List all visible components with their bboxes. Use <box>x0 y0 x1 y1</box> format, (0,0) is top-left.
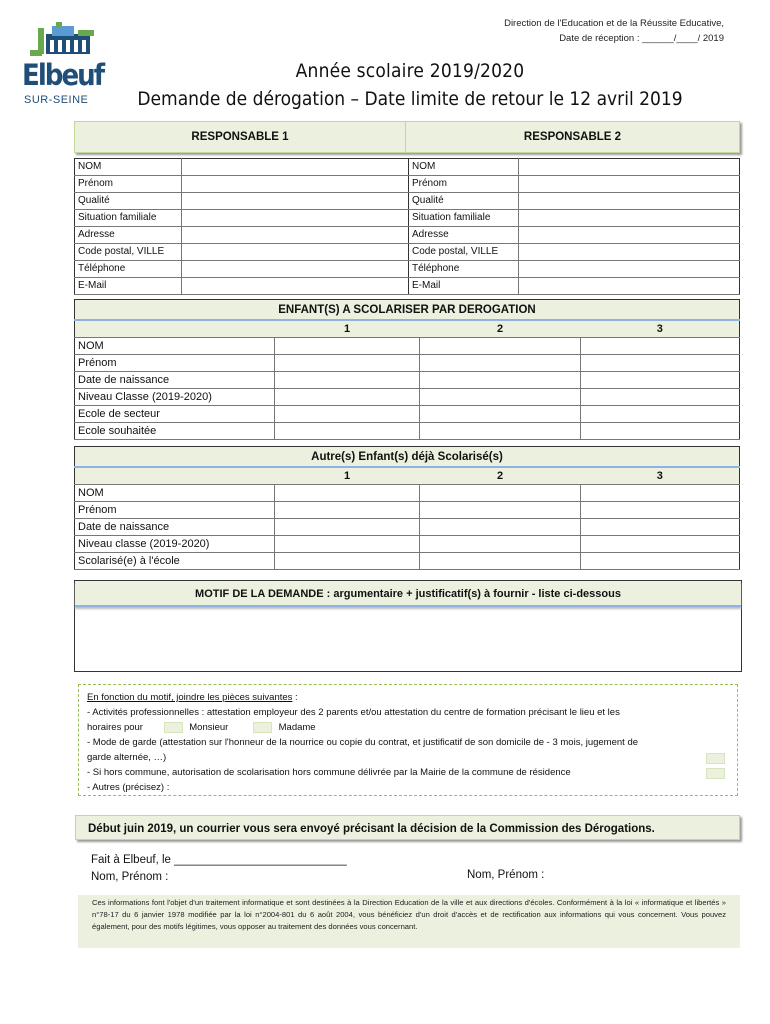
pieces-item-1b: horaires pour <box>87 722 143 733</box>
autre-row <box>75 553 740 570</box>
madame-checkbox[interactable] <box>253 722 272 733</box>
responsable-2-label: Code postal, VILLE <box>409 244 519 261</box>
responsable-2-title: RESPONSABLE 2 <box>523 131 622 143</box>
autre-input-1[interactable] <box>275 502 420 519</box>
responsable-2-label: E-Mail <box>409 278 519 295</box>
enfant-input-1[interactable] <box>275 389 420 406</box>
responsable-1-input[interactable] <box>182 176 409 193</box>
legal-notice: Ces informations font l'objet d'un traitement informatique et sont destinées à la Direction Education de la ville et aux directions d'écoles. Conformément à la loi « informatique et libertés » n°78-17 du 6 janvier 1978 modifiée par la loi n°2004-801 du 6 août 2004, vous bénéficiez d'un droit d'accès et de rectification aux informations qui vous concernent. Vous pouvez également, pour des motifs légitimes, vous opposer au traitement des données vous concernant. <box>78 895 740 948</box>
responsable-1-input[interactable] <box>182 244 409 261</box>
enfant-label: Prénom <box>75 355 275 372</box>
enfant-input-3[interactable] <box>581 406 740 423</box>
enfants-title: ENFANT(S) A SCOLARISER PAR DEROGATION <box>75 300 740 321</box>
responsable-1-label: NOM <box>75 159 182 176</box>
autre-input-1[interactable] <box>275 519 420 536</box>
responsable-2-label: Adresse <box>409 227 519 244</box>
fait-a-line[interactable]: Fait à Elbeuf, le ___________________________ <box>91 854 347 866</box>
enfants-col-2: 2 <box>420 320 581 338</box>
responsable-1-input[interactable] <box>182 278 409 295</box>
madame-label: Madame <box>278 722 316 733</box>
responsable-2-input[interactable] <box>519 210 740 227</box>
autre-label: Scolarisé(e) à l'école <box>75 553 275 570</box>
enfant-input-1[interactable] <box>275 338 420 355</box>
pieces-item-4: - Autres (précisez) : <box>87 782 170 793</box>
motif-title: MOTIF DE LA DEMANDE : argumentaire + justificatif(s) à fournir - liste ci-dessous <box>75 581 741 607</box>
decision-banner: Début juin 2019, un courrier vous sera envoyé précisant la décision de la Commission des Dérogations. <box>75 815 740 840</box>
responsable-2-label: NOM <box>409 159 519 176</box>
responsable-2-input[interactable] <box>519 261 740 278</box>
nom-prenom-2: Nom, Prénom : <box>467 869 545 881</box>
garde-checkbox[interactable] <box>706 753 725 764</box>
responsable-1-label: Téléphone <box>75 261 182 278</box>
pieces-item-2b: garde alternée, …) <box>87 752 167 763</box>
autre-label: Prénom <box>75 502 275 519</box>
enfant-input-1[interactable] <box>275 355 420 372</box>
pieces-item-2: - Mode de garde (attestation sur l'honneur de la nourrice ou copie du contrat, et justificatif de son domicile de - 3 mois, jugement de <box>87 737 639 748</box>
autre-row <box>75 502 740 519</box>
responsable-2-label: Prénom <box>409 176 519 193</box>
autre-input-2[interactable] <box>420 485 581 502</box>
nom-prenom-1: Nom, Prénom : <box>91 871 169 883</box>
responsable-row <box>75 210 740 227</box>
direction-text: Direction de l'Education et de la Réussite Educative, <box>504 18 724 29</box>
autre-label: Date de naissance <box>75 519 275 536</box>
responsable-row <box>75 278 740 295</box>
enfant-input-2[interactable] <box>420 389 581 406</box>
elbeuf-logo <box>22 20 102 116</box>
enfant-input-2[interactable] <box>420 406 581 423</box>
autre-input-3[interactable] <box>581 502 740 519</box>
pieces-intro-colon: : <box>292 692 298 703</box>
monsieur-checkbox[interactable] <box>164 722 183 733</box>
autre-row <box>75 485 740 502</box>
responsable-2-input[interactable] <box>519 159 740 176</box>
header-info <box>504 16 724 46</box>
autre-input-3[interactable] <box>581 485 740 502</box>
responsable-1-label: Qualité <box>75 193 182 210</box>
responsable-1-label: E-Mail <box>75 278 182 295</box>
autre-row <box>75 536 740 553</box>
autres-col-3: 3 <box>581 467 740 485</box>
hors-commune-checkbox[interactable] <box>706 768 725 779</box>
responsable-row <box>75 193 740 210</box>
autre-input-1[interactable] <box>275 485 420 502</box>
enfant-input-1[interactable] <box>275 423 420 440</box>
enfant-row <box>75 389 740 406</box>
enfant-input-3[interactable] <box>581 355 740 372</box>
responsable-2-label: Qualité <box>409 193 519 210</box>
logo-name: Elbeuf <box>22 58 104 92</box>
autre-input-1[interactable] <box>275 553 420 570</box>
enfants-col-1: 1 <box>275 320 420 338</box>
enfant-label: Date de naissance <box>75 372 275 389</box>
enfant-label: Ecole de secteur <box>75 406 275 423</box>
responsable-1-input[interactable] <box>182 227 409 244</box>
autres-col-2: 2 <box>420 467 581 485</box>
responsable-1-title: RESPONSABLE 1 <box>191 131 289 143</box>
enfant-row <box>75 406 740 423</box>
autre-input-3[interactable] <box>581 553 740 570</box>
enfant-label: Ecole souhaitée <box>75 423 275 440</box>
pieces-box <box>78 684 738 796</box>
pieces-item-1: - Activités professionnelles : attestation employeur des 2 parents et/ou attestation du centre de formation précisant le lieu et les <box>87 707 620 718</box>
motif-box <box>74 580 742 672</box>
autres-col-blank <box>75 467 275 485</box>
responsable-2-input[interactable] <box>519 278 740 295</box>
responsable-row <box>75 244 740 261</box>
responsable-row <box>75 176 740 193</box>
responsable-1-label: Adresse <box>75 227 182 244</box>
motif-input-area[interactable] <box>75 607 741 671</box>
responsable-2-label: Situation familiale <box>409 210 519 227</box>
pieces-item-3: - Si hors commune, autorisation de scolarisation hors commune délivrée par la Mairie de la commune de résidence <box>87 767 571 778</box>
enfant-label: NOM <box>75 338 275 355</box>
autre-input-3[interactable] <box>581 519 740 536</box>
responsable-1-input[interactable] <box>182 193 409 210</box>
autres-title: Autre(s) Enfant(s) déjà Scolarisé(s) <box>75 447 740 468</box>
enfant-input-3[interactable] <box>581 372 740 389</box>
responsable-row <box>75 227 740 244</box>
logo-sub: SUR-SEINE <box>24 94 89 106</box>
enfant-input-3[interactable] <box>581 338 740 355</box>
responsable-row <box>75 261 740 278</box>
enfant-row <box>75 372 740 389</box>
enfant-input-2[interactable] <box>420 355 581 372</box>
autre-input-2[interactable] <box>420 536 581 553</box>
enfant-input-3[interactable] <box>581 389 740 406</box>
autres-col-1: 1 <box>275 467 420 485</box>
autre-label: NOM <box>75 485 275 502</box>
enfants-col-blank <box>75 320 275 338</box>
responsable-1-input[interactable] <box>182 210 409 227</box>
enfant-input-2[interactable] <box>420 372 581 389</box>
responsable-row <box>75 159 740 176</box>
autre-input-2[interactable] <box>420 502 581 519</box>
autres-table <box>74 446 740 570</box>
responsable-2-input[interactable] <box>519 176 740 193</box>
enfants-col-3: 3 <box>581 320 740 338</box>
page-title: Année scolaire 2019/2020 <box>295 60 525 82</box>
responsable-1-label: Situation familiale <box>75 210 182 227</box>
enfants-table <box>74 299 740 440</box>
responsable-2-input[interactable] <box>519 244 740 261</box>
autre-input-1[interactable] <box>275 536 420 553</box>
enfant-input-2[interactable] <box>420 338 581 355</box>
signature-area <box>91 852 347 886</box>
enfant-input-1[interactable] <box>275 372 420 389</box>
autre-input-3[interactable] <box>581 536 740 553</box>
responsable-1-input[interactable] <box>182 261 409 278</box>
enfant-input-2[interactable] <box>420 423 581 440</box>
autre-row <box>75 519 740 536</box>
enfant-row <box>75 423 740 440</box>
enfant-input-1[interactable] <box>275 406 420 423</box>
responsable-2-label: Téléphone <box>409 261 519 278</box>
responsables-table <box>74 158 740 295</box>
monsieur-label: Monsieur <box>189 722 229 733</box>
responsable-2-input[interactable] <box>519 227 740 244</box>
enfant-label: Niveau Classe (2019-2020) <box>75 389 275 406</box>
reception-date: Date de réception : ______/____/ 2019 <box>559 33 724 44</box>
enfant-row <box>75 355 740 372</box>
autre-input-2[interactable] <box>420 553 581 570</box>
responsable-1-label: Code postal, VILLE <box>75 244 182 261</box>
responsables-header <box>74 121 740 153</box>
autre-input-2[interactable] <box>420 519 581 536</box>
responsable-2-input[interactable] <box>519 193 740 210</box>
autre-label: Niveau classe (2019-2020) <box>75 536 275 553</box>
pieces-intro: En fonction du motif, joindre les pièces suivantes <box>87 692 293 703</box>
enfant-row <box>75 338 740 355</box>
responsable-1-input[interactable] <box>182 159 409 176</box>
enfant-input-3[interactable] <box>581 423 740 440</box>
page-subtitle: Demande de dérogation – Date limite de retour le 12 avril 2019 <box>137 88 683 110</box>
responsable-1-label: Prénom <box>75 176 182 193</box>
